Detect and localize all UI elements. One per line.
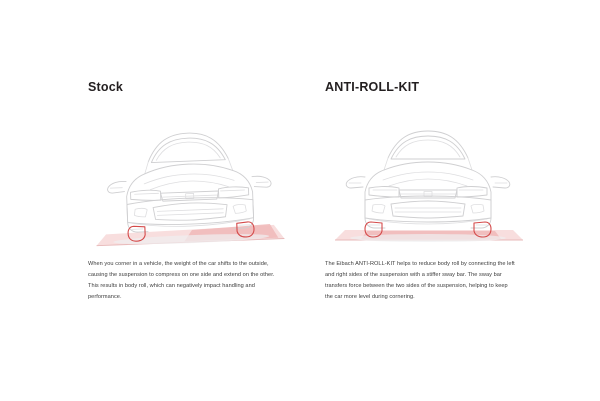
car-front-view-antiroll-svg bbox=[325, 100, 535, 250]
panel-stock bbox=[88, 80, 298, 303]
panel-caption-anti-roll-kit: The Eibach ANTI-ROLL-KIT helps to reduce body roll by connecting the left and right sides of the suspension with a stiffer sway bar. The sway bar transfers force between the two sides of the suspension, helping to keep the car more level during cornering. bbox=[325, 261, 515, 300]
panel-title-stock: Stock bbox=[88, 80, 124, 94]
illustration-stock bbox=[88, 100, 298, 245]
panel-anti-roll-kit bbox=[325, 80, 535, 303]
illustration-anti-roll-kit bbox=[325, 100, 535, 245]
panel-caption-stock: When you corner in a vehicle, the weight of the car shifts to the outside, causing the suspension to compress on one side and extend on the other. This results in body roll, which can negatively impact handling and performance. bbox=[88, 261, 275, 300]
panel-title-anti-roll-kit: ANTI-ROLL-KIT bbox=[325, 80, 420, 94]
car-front-view-stock-svg bbox=[88, 100, 298, 250]
